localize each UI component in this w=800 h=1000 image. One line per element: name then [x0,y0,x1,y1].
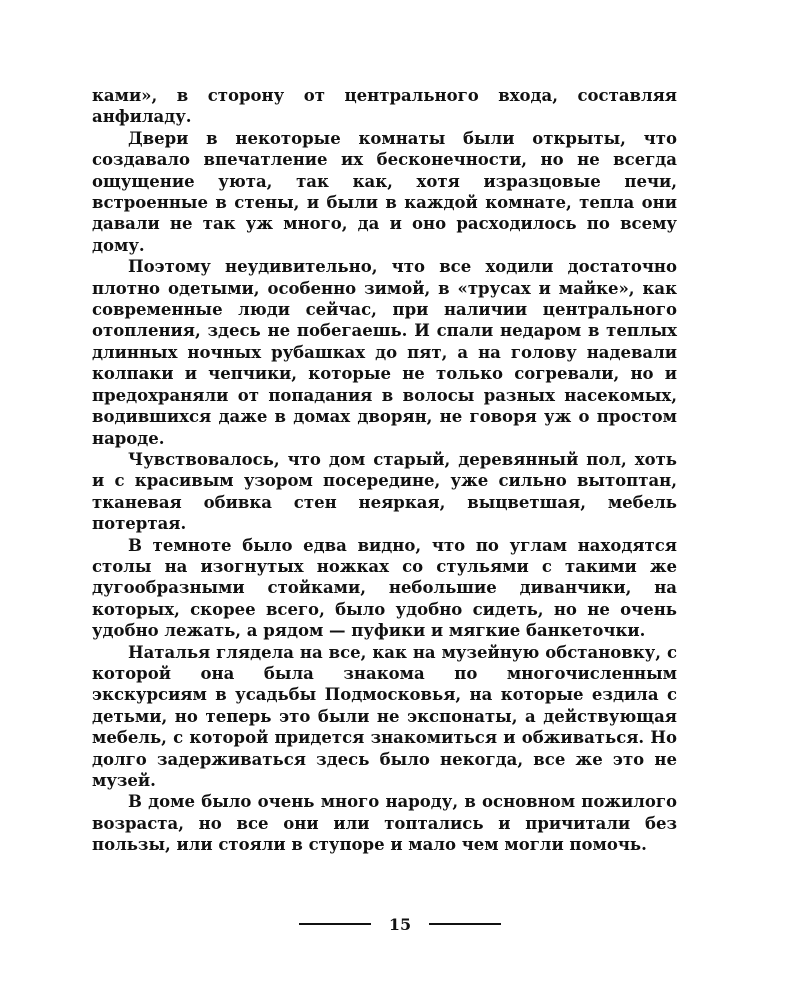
paragraph-2: Двери в некоторые комнаты были открыты, что создавало впечатление их бесконечности, но не всегда ощущение уюта, так как, хотя изразцовые печи, встроенные в стены, и были в каждой комнате, тепла они давали не так уж много, да и оно расходилось по всему дому. [92,128,677,255]
paragraph-4: Чувствовалось, что дом старый, деревянный пол, хоть и с красивым узором посередине, уже сильно вытоптан, тканевая обивка стен неяркая, выцветшая, мебель потертая. [92,449,677,534]
page-footer [0,912,800,936]
footer-rule-left [299,923,371,925]
paragraph-5: В темноте было едва видно, что по углам находятся столы на изогнутых ножках со стульями с такими же дугообразными стойками, небольшие диванчики, на которых, скорее всего, было удобно сидеть, но не очень удобно лежать, а рядом — пуфики и мягкие банкеточки. [92,535,677,641]
paragraph-1: ками», в сторону от центрального входа, составляя анфиладу. [92,86,677,127]
paragraph-7: В доме было очень много народу, в основном пожилого возраста, но все они или топтались и причитали без пользы, или стояли в ступоре и мало чем могли помочь. [92,792,677,855]
paragraph-3: Поэтому неудивительно, что все ходили достаточно плотно одетыми, особенно зимой, в «трусах и майке», как современные люди сейчас, при наличии центрального отопления, здесь не побегаешь. И спали недаром в теплых длинных ночных рубашках до пят, а на голову надевали колпаки и чепчики, которые не только согревали, но и предохраняли от попадания в волосы разных насекомых, водившихся даже в домах дворян, не говоря уж о простом народе. [92,257,677,448]
footer-rule-right [429,923,501,925]
page-number: 15 [388,914,412,934]
paragraph-6: Наталья глядела на все, как на музейную обстановку, с которой она была знакома по многочисленным экскурсиям в усадьбы Подмосковья, на которые ездила с детьми, но теперь это были не экспонаты, а действующая мебель, с которой придется знакомиться и обживаться. Но долго задерживаться здесь было некогда, все же это не музей. [92,642,677,790]
page-text-block [92,85,677,856]
